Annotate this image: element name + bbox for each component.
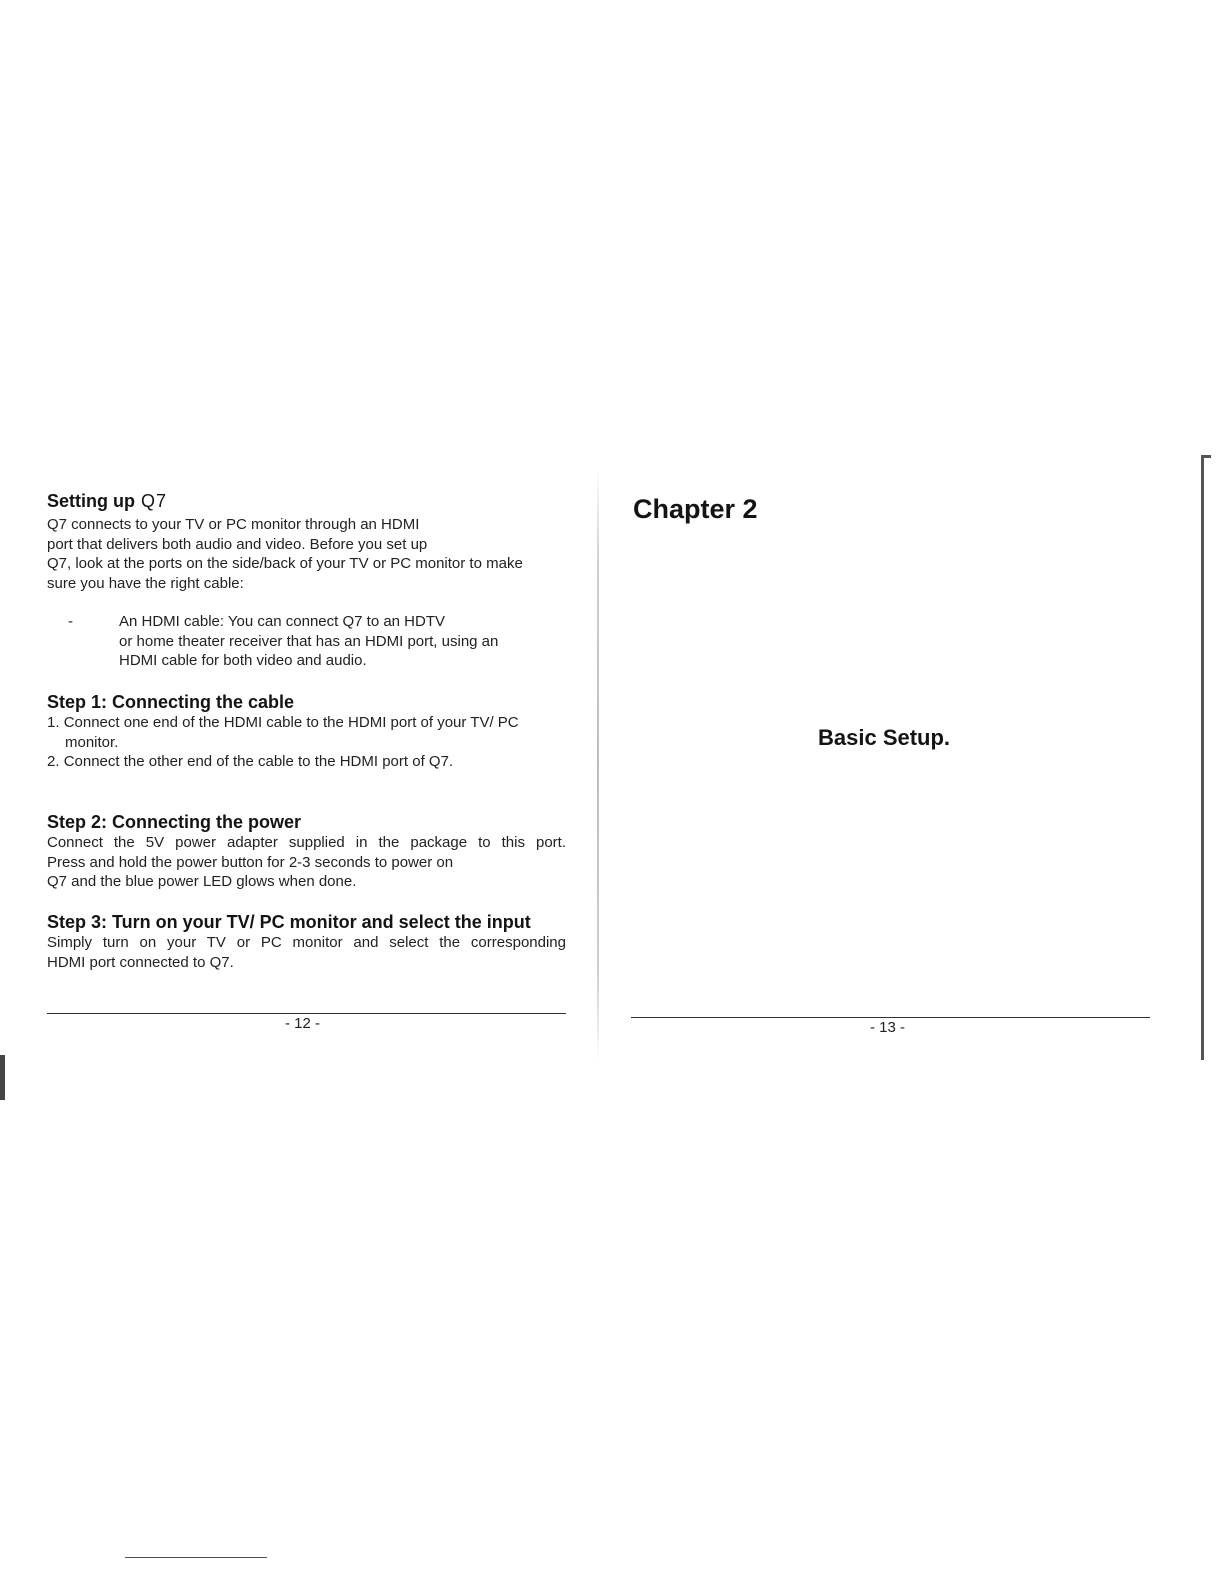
bullet-text [119, 612, 559, 671]
chapter-title: Chapter 2 [633, 494, 758, 524]
step3-title: Step 3: Turn on your TV/ PC monitor and select the input [47, 912, 531, 932]
step1-list [47, 713, 567, 772]
intro-line: sure you have the right cable: [47, 574, 244, 592]
bullet-line: or home theater receiver that has an HDMI port, using an [119, 632, 499, 650]
scan-edge-right-corner [1201, 455, 1211, 458]
chapter-subtitle: Basic Setup. [818, 725, 951, 750]
bullet-line: HDMI cable for both video and audio. [119, 652, 367, 670]
intro-paragraph [47, 515, 567, 593]
step1-title: Step 1: Connecting the cable [47, 692, 295, 712]
scan-edge-right [1201, 455, 1204, 1060]
bottom-blue-line [125, 1557, 267, 1558]
intro-line: Q7, look at the ports on the side/back of your TV or PC monitor to make [47, 555, 523, 573]
step3-line: HDMI port connected to Q7. [47, 953, 234, 971]
scan-edge-left [0, 1055, 5, 1100]
book-spine-shadow [597, 468, 599, 1063]
step2-title: Step 2: Connecting the power [47, 812, 302, 832]
step3-paragraph [47, 933, 566, 972]
step2-line: Connect the 5V power adapter supplied in the package to this port. [47, 834, 566, 851]
intro-line: port that delivers both audio and video. Before you set up [47, 535, 428, 553]
step2-line: Q7 and the blue power LED glows when done. [47, 873, 357, 891]
list-item-continued: monitor. [65, 733, 119, 751]
page-number: - 12 - [285, 1015, 321, 1032]
footer-rule [631, 1017, 1150, 1018]
intro-line: Q7 connects to your TV or PC monitor through an HDMI [47, 516, 420, 533]
list-item: 2. Connect the other end of the cable to the HDMI port of Q7. [47, 753, 454, 771]
section-title-setting-up: Setting up Q7 [47, 491, 168, 511]
page-number: - 13 - [870, 1019, 906, 1036]
bullet-marker: - [68, 613, 73, 630]
step2-paragraph [47, 833, 566, 892]
footer-rule [47, 1013, 566, 1014]
bullet-line: An HDMI cable: You can connect Q7 to an HDTV [119, 613, 446, 630]
step3-line: Simply turn on your TV or PC monitor and select the corresponding [47, 934, 566, 951]
step2-line: Press and hold the power button for 2-3 seconds to power on [47, 853, 454, 871]
list-item: 1. Connect one end of the HDMI cable to the HDMI port of your TV/ PC [47, 714, 519, 731]
